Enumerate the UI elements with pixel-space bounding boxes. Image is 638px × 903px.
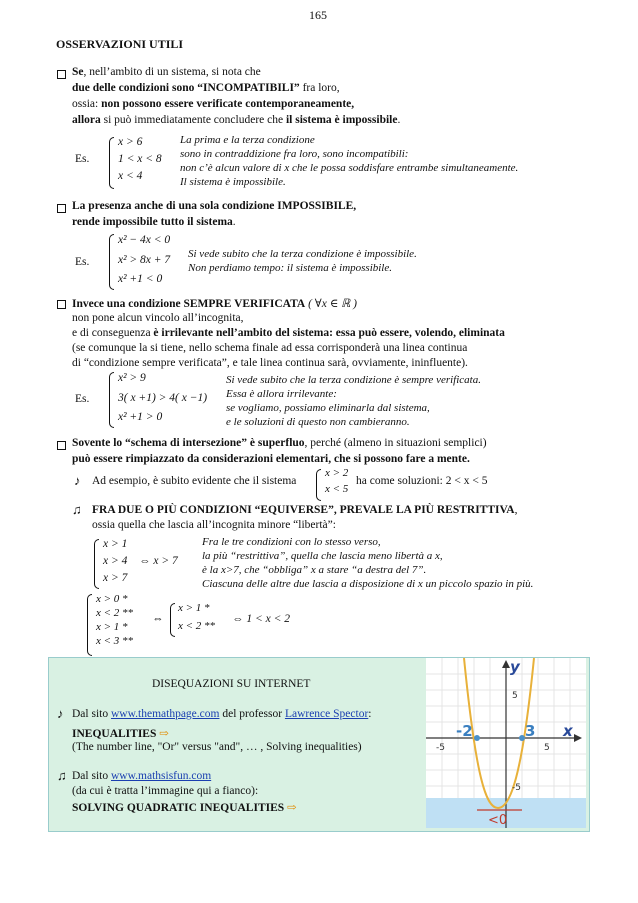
s3-note: se vogliamo, possiamo eliminarla dal sistema, — [226, 402, 430, 414]
s3-line2: non pone alcun vincolo all’incognita, — [72, 312, 244, 324]
s4-sysA-row: x > 4 — [103, 555, 128, 567]
internet-item2-line1: Dal sito www.mathsisfun.com — [72, 770, 212, 782]
checkbox-bullet-icon — [57, 300, 66, 309]
s1-system-row: 1 < x < 8 — [118, 153, 162, 165]
s4-noteA: è la x>7, che “obbliga” x a stare “a destra del 7”. — [202, 564, 427, 576]
s2-note: Non perdiamo tempo: il sistema è impossibile. — [188, 262, 392, 274]
tick-label: -5 — [436, 743, 445, 753]
s3-system-row: x² > 9 — [118, 372, 146, 384]
double-music-note-icon: ♫ — [72, 502, 82, 517]
internet-item1-title[interactable]: INEQUALITIES ⇨ — [72, 728, 169, 740]
s4-example-solution: ha come soluzioni: 2 < x < 5 — [356, 475, 488, 487]
root-point — [474, 735, 480, 741]
s4-sysB-row: x < 2 ** — [96, 607, 134, 619]
s1-note: La prima e la terza condizione — [180, 134, 315, 146]
internet-item2-title[interactable]: SOLVING QUADRATIC INEQUALITIES ⇨ — [72, 802, 297, 814]
internet-box-title: DISEQUAZIONI SU INTERNET — [152, 678, 311, 690]
checkbox-bullet-icon — [57, 204, 66, 213]
arrow-right-icon: ⇨ — [287, 802, 297, 814]
s1-note: sono in contraddizione fra loro, sono incompatibili: — [180, 148, 409, 160]
s3-system-brace — [109, 372, 114, 428]
internet-item1-sub: (The number line, "Or" versus "and", … , Solving inequalities) — [72, 741, 362, 753]
themathpage-link[interactable]: www.themathpage.com — [110, 708, 220, 720]
tick-label: 5 — [512, 691, 518, 701]
s2-line2: rende impossibile tutto il sistema. — [72, 216, 236, 228]
s3-line5: di “condizione sempre verificata”, e tale linea continua sarà, ovviamente, ininfluente). — [72, 357, 468, 369]
s4-sysB-equiv: ⇔ — [152, 613, 164, 625]
s3-note: Si vede subito che la terza condizione è sempre verificata. — [226, 374, 481, 386]
s2-system-row: x² +1 < 0 — [118, 273, 163, 285]
s1-note: Il sistema è impossibile. — [180, 176, 286, 188]
s4-example-row: x < 5 — [325, 483, 349, 495]
s4-sysA-brace — [94, 539, 99, 589]
s1-note: non c’è alcun valore di x che le possa soddisfare entrambe simultaneamente. — [180, 162, 519, 174]
s4-noteA: Fra le tre condizioni con lo stesso verso, — [202, 536, 381, 548]
checkbox-bullet-icon — [57, 441, 66, 450]
s4-line1: Sovente lo “schema di intersezione” è superfluo, perché (almeno in situazioni semplici) — [72, 437, 487, 449]
mathsisfun-link[interactable]: www.mathsisfun.com — [110, 770, 212, 782]
s3-line1: Invece una condizione SEMPRE VERIFICATA ( ∀x ∈ ℝ ) — [72, 298, 357, 310]
s1-system-row: x > 6 — [118, 136, 143, 148]
quadratic-graph — [426, 658, 586, 828]
s2-note: Si vede subito che la terza condizione è impossibile. — [188, 248, 417, 260]
s4-sysB-brace — [87, 594, 92, 656]
s3-line3: e di conseguenza è irrilevante nell’ambito del sistema: essa può essere, volendo, eliminata — [72, 327, 505, 339]
region-label: <0 — [488, 813, 508, 828]
s1-line1: Se, nell’ambito di un sistema, si nota che — [72, 66, 261, 78]
music-note-icon: ♪ — [74, 473, 81, 488]
tick-label: 5 — [544, 743, 550, 753]
s2-system-brace — [109, 234, 114, 290]
s4-sysA-row: x > 1 — [103, 538, 128, 550]
s1-example-label: Es. — [75, 153, 90, 165]
double-music-note-icon: ♫ — [57, 768, 67, 783]
s4-subtitle: FRA DUE O PIÙ CONDIZIONI “EQUIVERSE”, PREVALE LA PIÙ RESTRITTIVA, — [92, 504, 518, 516]
s4-subtitle-line2: ossia quella che lascia all’incognita minore “libertà”: — [92, 519, 336, 531]
s1-system-row: x < 4 — [118, 170, 143, 182]
music-note-icon: ♪ — [57, 706, 64, 721]
s3-note: e le soluzioni di questo non cambieranno. — [226, 416, 410, 428]
s3-system-row: x² +1 > 0 — [118, 411, 163, 423]
s4-sysB-row: x > 0 * — [96, 593, 128, 605]
y-axis-label: y — [510, 658, 520, 676]
s4-sysA-row: x > 7 — [103, 572, 128, 584]
s2-line1: La presenza anche di una sola condizione IMPOSSIBILE, — [72, 200, 357, 212]
s4-noteA: la più “restrittiva”, quella che lascia meno libertà a x, — [202, 550, 443, 562]
s3-example-label: Es. — [75, 393, 90, 405]
s1-line3: ossia: non possono essere verificate contemporaneamente, — [72, 98, 355, 110]
section-heading: OSSERVAZIONI UTILI — [56, 37, 184, 51]
s1-system-brace — [109, 137, 114, 189]
root-label: 3 — [525, 722, 536, 740]
s4-sysC-row: x > 1 * — [178, 602, 210, 614]
s3-line4: (se comunque la si tiene, nello schema finale ad essa corrisponderà una linea continua — [72, 342, 468, 354]
checkbox-bullet-icon — [57, 70, 66, 79]
s4-example-row: x > 2 — [325, 467, 349, 479]
s3-system-row: 3( x +1) > 4( x −1) — [118, 392, 208, 404]
s4-sysC-brace — [170, 603, 175, 637]
s4-sysB-row: x < 3 ** — [96, 635, 134, 647]
s4-example-text: Ad esempio, è subito evidente che il sistema — [92, 475, 297, 487]
tick-label: -5 — [512, 783, 521, 793]
s1-line2: due delle condizioni sono “INCOMPATIBILI” fra loro, — [72, 82, 340, 94]
s2-example-label: Es. — [75, 256, 90, 268]
s4-sysA-result: ⇔ x > 7 — [139, 555, 178, 567]
s4-example-brace — [316, 469, 321, 501]
s4-sysC-result: ⇔ 1 < x < 2 — [232, 613, 290, 625]
s4-line2: può essere rimpiazzato da considerazioni elementari, che si possono fare a mente. — [72, 453, 470, 465]
x-axis-label: x — [563, 722, 573, 740]
s2-system-row: x² − 4x < 0 — [118, 234, 171, 246]
internet-item2-line2: (da cui è tratta l’immagine qui a fianco): — [72, 785, 259, 797]
arrow-right-icon: ⇨ — [159, 728, 169, 740]
root-label: -2 — [456, 722, 473, 740]
s4-sysC-row: x < 2 ** — [178, 620, 216, 632]
s4-sysB-row: x > 1 * — [96, 621, 128, 633]
s4-noteA: Ciascuna delle altre due lascia a disposizione di x un piccolo spazio in più. — [202, 578, 534, 590]
s2-system-row: x² > 8x + 7 — [118, 254, 171, 266]
author-link[interactable]: Lawrence Spector — [284, 708, 369, 720]
s3-note: Essa è allora irrilevante: — [226, 388, 337, 400]
internet-item1-line1: Dal sito www.themathpage.com del professor Lawrence Spector: — [72, 708, 372, 720]
s1-line4: allora si può immediatamente concludere che il sistema è impossibile. — [72, 114, 401, 126]
page-number: 165 — [309, 8, 327, 22]
